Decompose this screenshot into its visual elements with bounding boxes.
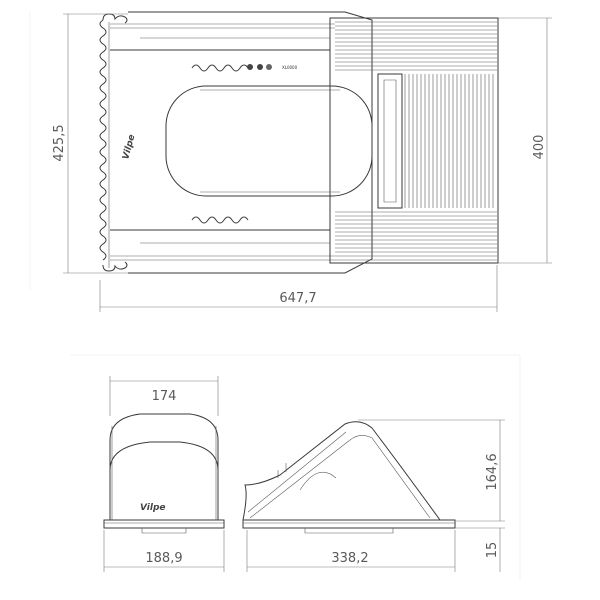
- side-view-base-height-label: 15: [485, 541, 500, 559]
- top-view-dot-2: [257, 64, 263, 70]
- top-view-fins-top: [335, 22, 497, 70]
- top-view-left-height-label: 425,5: [52, 124, 67, 162]
- top-view-dot-3: [266, 64, 272, 70]
- side-view-base-plate: [243, 520, 455, 528]
- top-view-fins-bottom: [335, 212, 497, 260]
- top-view-width-label: 647,7: [279, 291, 317, 306]
- top-view-dot-1: [247, 64, 253, 70]
- top-view-left-height-dim-line: [63, 14, 128, 273]
- top-view-brand-logo: Vilpe: [121, 133, 138, 161]
- side-view-ridge: [248, 432, 346, 512]
- sheet-frame-lines: [30, 12, 520, 580]
- front-view-base-plate: [104, 520, 224, 528]
- top-view-opening-rims: [200, 90, 340, 192]
- side-view-hood-outline: [243, 422, 440, 520]
- top-view-fin-slot-inner: [384, 80, 396, 202]
- top-view-bottom-rails: [110, 256, 335, 260]
- top-view-fin-slot: [378, 74, 402, 208]
- top-view-central-opening: [166, 86, 372, 196]
- front-view-hood-curve: [110, 442, 218, 470]
- side-view-height-label: 164,6: [485, 453, 500, 491]
- top-view-fins-vertical: [405, 74, 493, 208]
- side-view-height-dim-line: [358, 420, 505, 521]
- top-view-chain-top: [192, 65, 248, 71]
- top-view-chain-bottom: [192, 217, 248, 223]
- top-view-top-rails: [110, 24, 335, 28]
- top-view-left-wavy-edge: [100, 20, 106, 260]
- top-view-corner-hook-top: [103, 14, 127, 23]
- top-view-panel-lines: [110, 50, 330, 230]
- top-view-body-outline: [128, 12, 372, 273]
- front-view-top-width-label: 174: [151, 389, 177, 404]
- top-view-right-height-label: 400: [532, 134, 547, 160]
- front-view-brand-logo: Vilpe: [140, 503, 166, 513]
- top-view-inner-lines: [140, 38, 330, 243]
- side-view-length-label: 338,2: [331, 551, 369, 566]
- top-view-corner-hook-bottom: [103, 262, 127, 271]
- top-view-code-label: XL0000: [282, 65, 298, 70]
- front-view-base-width-label: 188,9: [145, 551, 183, 566]
- top-view: [52, 12, 552, 312]
- front-view: [104, 376, 224, 572]
- side-view: [243, 420, 505, 572]
